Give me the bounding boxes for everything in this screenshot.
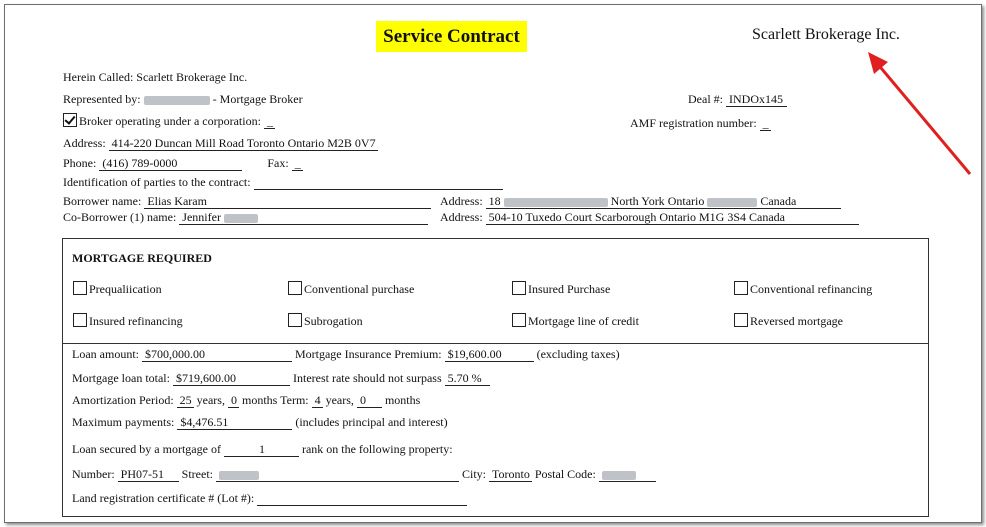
option-conventional-refinancing[interactable]: Conventional refinancing bbox=[734, 281, 872, 297]
represented-by: Represented by: - Mortgage Broker bbox=[63, 92, 303, 106]
coborrower-address-value: 504-10 Tuxedo Court Scarborough Ontario M1G 3S4 Canada bbox=[486, 211, 859, 225]
checkbox[interactable] bbox=[73, 281, 87, 295]
borrower-name-row: Borrower name: Elias Karam bbox=[63, 194, 431, 209]
checkbox[interactable] bbox=[73, 313, 87, 327]
property-address-row: Number: PH07-51 Street: City: Toronto Postal Code: bbox=[72, 467, 656, 482]
redacted-broker-name bbox=[144, 96, 210, 105]
corporation-checkbox[interactable] bbox=[63, 113, 77, 127]
option-subrogation[interactable]: Subrogation bbox=[288, 313, 363, 329]
loan-total-row: Mortgage loan total: $719,600.00 Interest rate should not surpass 5.70 % bbox=[72, 371, 490, 386]
company-name: Scarlett Brokerage Inc. bbox=[752, 26, 900, 43]
option-prequalification[interactable]: Prequaliication bbox=[73, 281, 162, 297]
fax-value: _ bbox=[292, 157, 303, 171]
mortgage-section bbox=[62, 238, 929, 517]
coborrower-name-value: Jennifer bbox=[179, 211, 428, 225]
coborrower-name-row: Co-Borrower (1) name: Jennifer bbox=[63, 210, 428, 225]
checkbox[interactable] bbox=[288, 313, 302, 327]
broker-address: Address: 414-220 Duncan Mill Road Toronto Ontario M2B 0V7 bbox=[63, 136, 376, 150]
deal-number-value: INDOx145 bbox=[726, 93, 787, 107]
amortization-row: Amortization Period: 25 years, 0 months Term: 4 years, 0 months bbox=[72, 393, 421, 407]
option-reversed-mortgage[interactable]: Reversed mortgage bbox=[734, 313, 843, 329]
option-conventional-purchase[interactable]: Conventional purchase bbox=[288, 281, 414, 297]
section-divider bbox=[63, 343, 928, 344]
herein-called: Herein Called: Scarlett Brokerage Inc. bbox=[63, 70, 248, 84]
document-title: Service Contract bbox=[376, 21, 527, 52]
loan-secured-row: Loan secured by a mortgage of 1 rank on the following property: bbox=[72, 442, 453, 456]
checkbox[interactable] bbox=[512, 313, 526, 327]
phone-row: Phone: (416) 789-0000 Fax: _ bbox=[63, 156, 301, 170]
option-insured-refinancing[interactable]: Insured refinancing bbox=[73, 313, 183, 329]
option-mortgage-line-of-credit[interactable]: Mortgage line of credit bbox=[512, 313, 639, 329]
identification-row: Identification of parties to the contract: bbox=[63, 175, 503, 190]
mortgage-required-heading: MORTGAGE REQUIRED bbox=[72, 251, 212, 265]
corporation-row: Broker operating under a corporation: _ bbox=[63, 113, 275, 129]
borrower-address-row: Address: 18 North York Ontario Canada bbox=[440, 194, 841, 209]
checkbox[interactable] bbox=[512, 281, 526, 295]
maximum-payments-row: Maximum payments: $4,476.51 (includes principal and interest) bbox=[72, 415, 448, 429]
land-registration-row: Land registration certificate # (Lot #): bbox=[72, 491, 467, 506]
loan-amount-row: Loan amount: $700,000.00 Mortgage Insurance Premium: $19,600.00 (excluding taxes) bbox=[72, 347, 620, 361]
borrower-address-value: 18 North York Ontario Canada bbox=[486, 195, 841, 209]
coborrower-address-row: Address: 504-10 Tuxedo Court Scarborough Ontario M1G 3S4 Canada bbox=[440, 210, 859, 225]
phone-value: (416) 789-0000 bbox=[99, 157, 242, 171]
checkbox[interactable] bbox=[288, 281, 302, 295]
borrower-name-value: Elias Karam bbox=[144, 195, 431, 209]
option-insured-purchase[interactable]: Insured Purchase bbox=[512, 281, 610, 297]
amf-registration: AMF registration number: _ bbox=[630, 116, 769, 130]
deal-number: Deal #: INDOx145 bbox=[688, 92, 787, 107]
checkbox[interactable] bbox=[734, 281, 748, 295]
checkbox[interactable] bbox=[734, 313, 748, 327]
red-arrow-annotation bbox=[860, 50, 976, 180]
